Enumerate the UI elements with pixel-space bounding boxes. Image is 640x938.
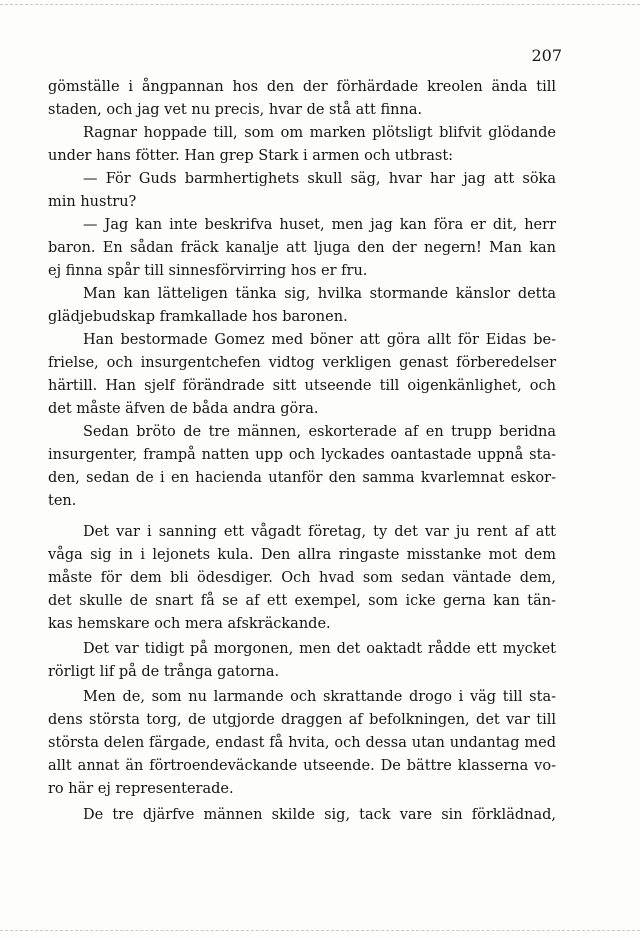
text-line: Det var i sanning ett vågadt företag, ty det var ju rent af att (83, 524, 556, 540)
text-line: Ragnar hoppade till, som om marken plötsligt blifvit glödande (83, 125, 556, 141)
text-line: rörligt lif på de trånga gatorna. (48, 664, 280, 680)
text-line: glädjebudskap framkallade hos baronen. (48, 309, 348, 325)
text-line: Sedan bröto de tre männen, eskorterade af en trupp beridna (83, 424, 556, 440)
text-line: — För Guds barmhertighets skull säg, hvar har jag att söka (83, 171, 556, 187)
text-line: måste för dem bli ödesdiger. Och hvad som sedan väntade dem, (48, 570, 556, 586)
text-line: största delen färgade, endast få hvita, och dessa utan undantag med (48, 735, 556, 751)
text-line: Det var tidigt på morgonen, men det oaktadt rådde ett mycket (83, 641, 556, 657)
text-line: allt annat än förtroendeväckande utseende. De bättre klasserna vo- (48, 758, 556, 774)
text-line: härtill. Han sjelf förändrade sitt utseende till oigenkänlighet, och (48, 378, 556, 394)
text-line: baron. En sådan fräck kanalje att ljuga den der negern! Man kan (48, 240, 556, 256)
text-line: dens största torg, de utgjorde draggen af befolkningen, det var till (48, 712, 556, 728)
text-line: Man kan lätteligen tänka sig, hvilka stormande känslor detta (83, 286, 556, 302)
text-line: det skulle de snart få se af ett exempel, som icke gerna kan tän- (48, 593, 556, 609)
text-line: frielse, och insurgentchefen vidtog verkligen genast förberedelser (48, 355, 556, 371)
text-line: staden, och jag vet nu precis, hvar de stå att finna. (48, 102, 423, 118)
text-line: De tre djärfve männen skilde sig, tack vare sin förklädnad, (83, 807, 556, 823)
bottom-edge-rule (0, 930, 640, 931)
text-line: det måste äfven de båda andra göra. (48, 401, 319, 417)
text-line: våga sig in i lejonets kula. Den allra ringaste misstanke mot dem (48, 547, 556, 563)
text-line: Men de, som nu larmande och skrattande drogo i väg till sta- (83, 689, 556, 705)
text-line: under hans fötter. Han grep Stark i armen och utbrast: (48, 148, 454, 164)
text-line: — Jag kan inte beskrifva huset, men jag kan föra er dit, herr (83, 217, 556, 233)
text-line: ro här ej representerade. (48, 781, 234, 797)
text-line: Han bestormade Gomez med böner att göra allt för Eidas be- (83, 332, 556, 348)
text-line: min hustru? (48, 194, 137, 210)
top-edge-rule (0, 4, 640, 5)
text-line: ten. (48, 493, 77, 509)
page-number: 207 (531, 46, 562, 65)
text-line: ej finna spår till sinnesförvirring hos er fru. (48, 263, 368, 279)
text-line: gömställe i ångpannan hos den der förhärdade kreolen ända till (48, 79, 556, 95)
text-line: den, sedan de i en hacienda utanför den samma kvarlemnat eskor- (48, 470, 556, 486)
text-line: kas hemskare och mera afskräckande. (48, 616, 331, 632)
text-line: insurgenter, frampå natten upp och lyckades oantastade uppnå sta- (48, 447, 556, 463)
